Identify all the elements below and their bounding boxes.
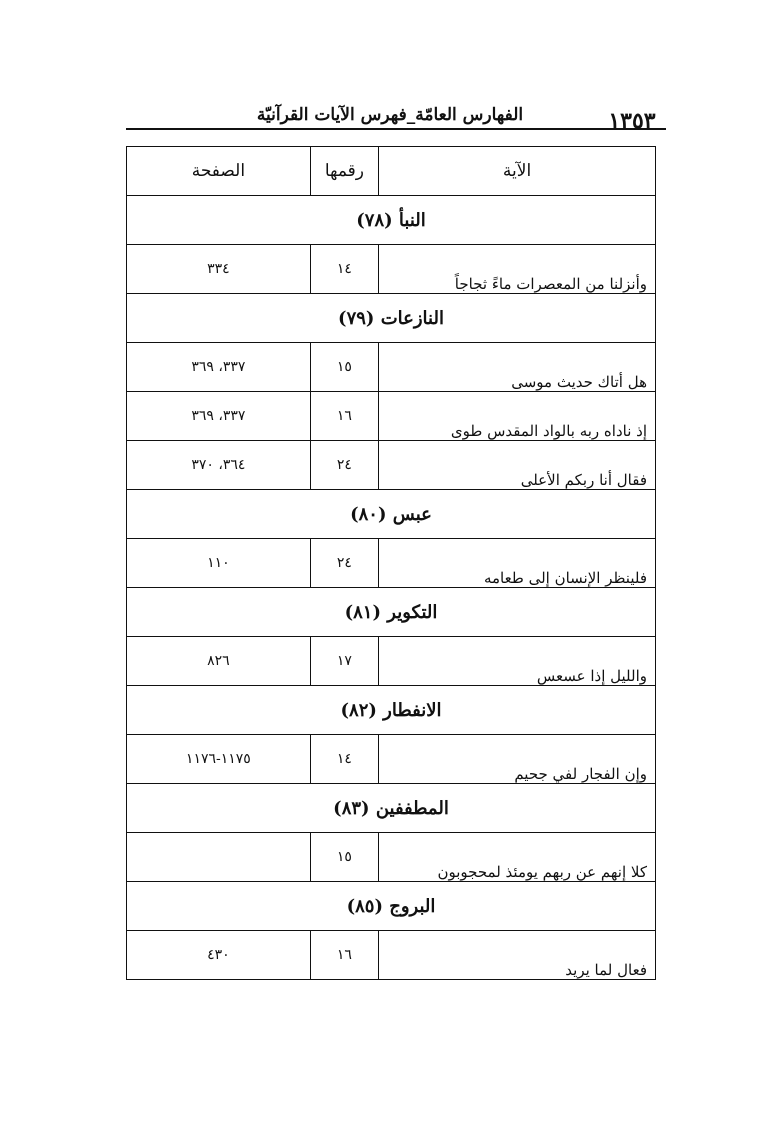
ayah-number: ١٥ [310, 833, 378, 882]
surah-row [127, 294, 656, 343]
surah-row [127, 686, 656, 735]
surah-row [127, 882, 656, 931]
table-row [127, 441, 656, 490]
table-row [127, 637, 656, 686]
running-title: الفهارس العامّة_فهرس الآيات القرآنيّة [256, 105, 524, 125]
ayah-text: فقال أنا ربكم الأعلى [379, 441, 656, 490]
ayah-text: وإن الفجار لفي جحيم [379, 735, 656, 784]
table-row [127, 392, 656, 441]
table-row [127, 735, 656, 784]
table-row [127, 833, 656, 882]
ayah-number: ١٦ [310, 931, 378, 980]
page-reference: ١١٠ [127, 539, 311, 588]
column-header-number: رقمها [310, 147, 378, 196]
ayah-number: ١٧ [310, 637, 378, 686]
surah-row [127, 588, 656, 637]
page-reference: ٨٢٦ [127, 637, 311, 686]
ayah-number: ١٦ [310, 392, 378, 441]
table-row [127, 539, 656, 588]
surah-heading: المطففين (٨٣) [127, 784, 656, 833]
column-header-page: الصفحة [127, 147, 311, 196]
surah-heading: التكوير (٨١) [127, 588, 656, 637]
page-number: ١٣٥٣ [608, 108, 656, 134]
ayah-number: ٢٤ [310, 539, 378, 588]
surah-heading: الانفطار (٨٢) [127, 686, 656, 735]
surah-heading: البروج (٨٥) [127, 882, 656, 931]
ayah-number: ١٤ [310, 245, 378, 294]
surah-row [127, 784, 656, 833]
ayah-number: ١٥ [310, 343, 378, 392]
ayah-text: والليل إذا عسعس [379, 637, 656, 686]
surah-heading: النازعات (٧٩) [127, 294, 656, 343]
table-row [127, 343, 656, 392]
table-row [127, 245, 656, 294]
ayah-number: ٢٤ [310, 441, 378, 490]
surah-heading: عبس (٨٠) [127, 490, 656, 539]
ayah-text: كلا إنهم عن ربهم يومئذ لمحجوبون [379, 833, 656, 882]
page-reference: ٣٣٤ [127, 245, 311, 294]
page-reference [127, 833, 311, 882]
ayah-text: وأنزلنا من المعصرات ماءً ثجاجاً [379, 245, 656, 294]
ayah-text: هل أتاك حديث موسى [379, 343, 656, 392]
page-reference: ٣٣٧، ٣٦٩ [127, 343, 311, 392]
quran-verses-index-table [126, 146, 656, 980]
page-reference: ٤٣٠ [127, 931, 311, 980]
surah-row [127, 490, 656, 539]
page-reference: ١١٧٥-١١٧٦ [127, 735, 311, 784]
column-header-ayah: الآية [379, 147, 656, 196]
surah-row [127, 196, 656, 245]
table-header-row [127, 147, 656, 196]
header-rule [126, 128, 666, 130]
page-reference: ٣٣٧، ٣٦٩ [127, 392, 311, 441]
table-row [127, 931, 656, 980]
page-reference: ٣٦٤، ٣٧٠ [127, 441, 311, 490]
surah-heading: النبأ (٧٨) [127, 196, 656, 245]
ayah-text: إذ ناداه ربه بالواد المقدس طوى [379, 392, 656, 441]
ayah-text: فلينظر الإنسان إلى طعامه [379, 539, 656, 588]
ayah-number: ١٤ [310, 735, 378, 784]
ayah-text: فعال لما يريد [379, 931, 656, 980]
